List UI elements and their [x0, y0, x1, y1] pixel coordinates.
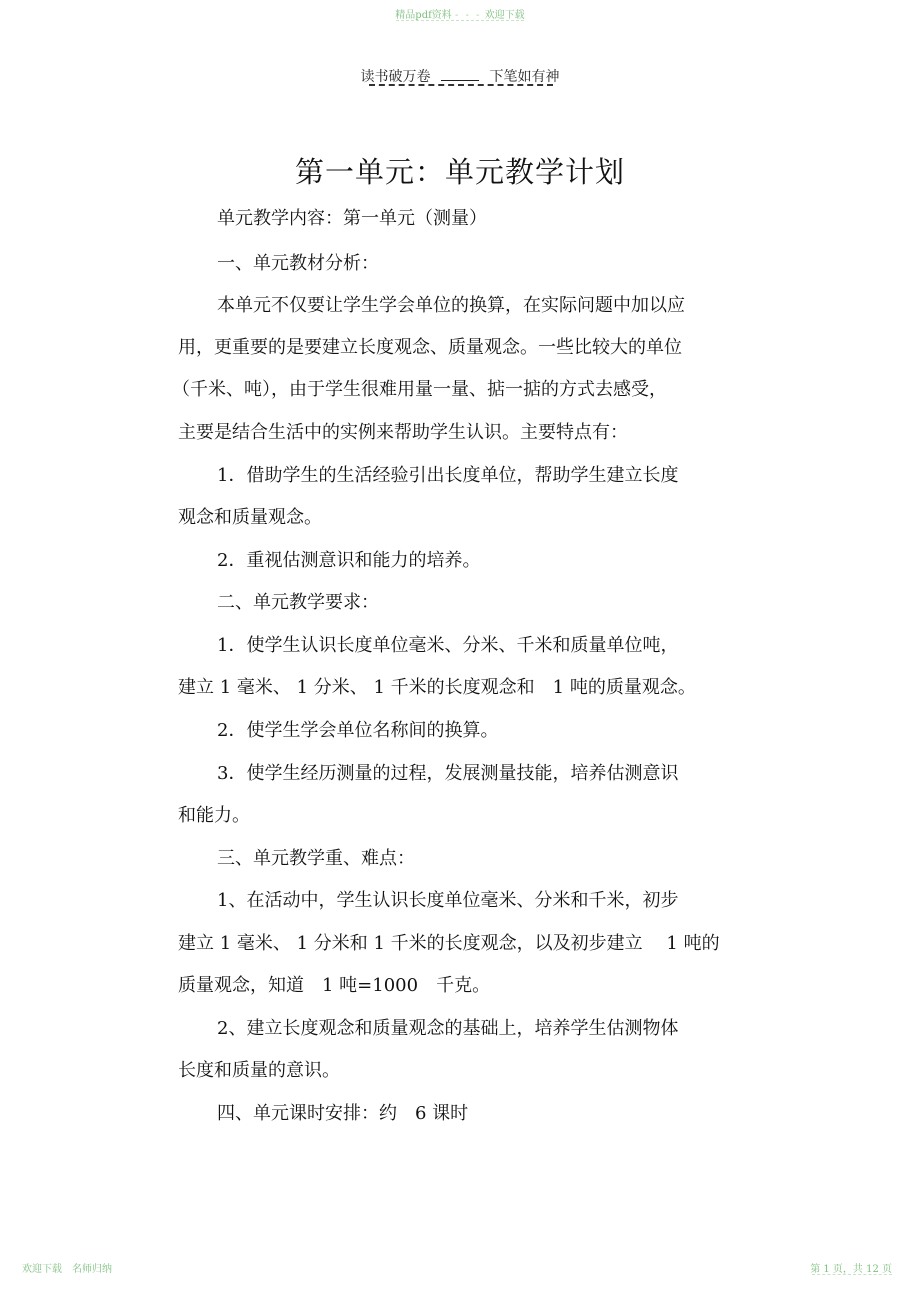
motto-right: 下笔如有神: [489, 69, 560, 85]
content-line: 1、在活动中，学生认识长度单位毫米、分米和千米，初步: [217, 890, 679, 911]
footer-watermark-left: 欢迎下载 名师归纳: [22, 1264, 112, 1275]
content-line: 单元教学内容：第一单元（测量）: [217, 208, 487, 229]
footer-rule: [812, 1274, 892, 1275]
content-line: 2．重视估测意识和能力的培养。: [217, 550, 481, 571]
content-line: 3．使学生经历测量的过程，发展测量技能，培养估测意识: [217, 763, 679, 784]
content-line: 用，更重要的是要建立长度观念、质量观念。一些比较大的单位: [178, 337, 682, 358]
top-watermark-rule: [396, 20, 524, 21]
content-line: 观念和质量观念。: [178, 507, 322, 528]
section-heading-2: 二、单元教学要求：: [217, 592, 379, 613]
page-number: 第 1 页，共 12 页: [810, 1264, 892, 1275]
section-heading-3: 三、单元教学重、难点：: [217, 848, 415, 869]
content-line: 建立 1 毫米、 1 分米、 1 千米的长度观念和 1 吨的质量观念。: [178, 677, 696, 698]
page-title: 第一单元：单元教学计划: [294, 155, 625, 189]
content-line: 1．使学生认识长度单位毫米、分米、千米和质量单位吨，: [217, 635, 679, 656]
motto-left: 读书破万卷: [360, 69, 431, 85]
motto-gap: [441, 68, 479, 81]
top-watermark-separator: - - -: [455, 10, 482, 21]
content-line: 2、建立长度观念和质量观念的基础上，培养学生估测物体: [217, 1018, 679, 1039]
content-line: 2．使学生学会单位名称间的换算。: [217, 720, 499, 741]
header-dashed-rule: [369, 84, 553, 86]
content-line: 长度和质量的意识。: [178, 1060, 340, 1081]
content-line: 1．借助学生的生活经验引出长度单位，帮助学生建立长度: [217, 465, 679, 486]
content-line: 本单元不仅要让学生学会单位的换算，在实际问题中加以应: [217, 295, 685, 316]
content-line: 主要是结合生活中的实例来帮助学生认识。主要特点有：: [178, 422, 628, 443]
top-watermark-text2: 欢迎下载: [484, 10, 525, 21]
content-line: 质量观念，知道 1 吨=1000 千克。: [178, 975, 491, 996]
section-heading-4: 四、单元课时安排：约 6 课时: [217, 1103, 469, 1124]
section-heading-1: 一、单元教材分析：: [217, 253, 379, 274]
top-watermark: [0, 6, 920, 21]
content-line: 和能力。: [178, 805, 250, 826]
content-line: （千米、吨），由于学生很难用量一量、掂一掂的方式去感受，: [172, 379, 667, 400]
page-header-motto: [0, 66, 920, 86]
top-watermark-text: 精品pdf资料: [395, 10, 452, 21]
content-line: 建立 1 毫米、 1 分米和 1 千米的长度观念，以及初步建立 1 吨的: [178, 933, 720, 954]
